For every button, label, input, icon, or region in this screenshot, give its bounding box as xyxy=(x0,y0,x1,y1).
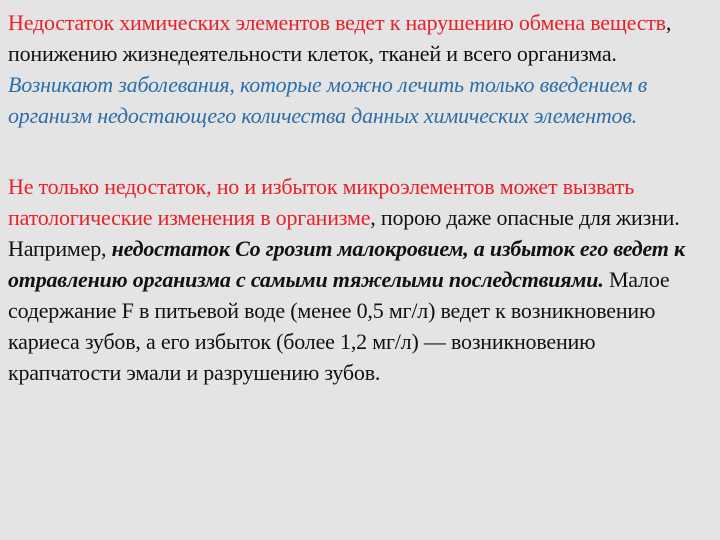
paragraph1-red-text: Недостаток химических элементов ведет к нарушению обмена веществ xyxy=(8,10,666,35)
paragraph2-red-text: Не только недостаток, но и избыток микроэлементов может вызвать патологические изменения в организме xyxy=(8,174,635,230)
paragraph2-bold-italic-text: недостаток Co грозит малокровием, а избыток его ведет к отравлению организма с самыми тяжелыми последствиями. xyxy=(8,236,685,292)
paragraph2-plain-text-1: , порою даже опасные для жизни. Например, xyxy=(8,205,680,261)
paragraph2-plain-text-2: Малое содержание F в питьевой воде (менее 0,5 мг/л) ведет к возникновению кариеса зубов, а его избыток (более 1,2 мг/л) — возникновению крапчатости эмали и разрушению зубов. xyxy=(8,267,670,385)
paragraph-excess xyxy=(8,171,712,388)
paragraph1-italic-text: Возникают заболевания, которые можно лечить только введением в организм недостающего количества данных химических элементов. xyxy=(8,72,648,128)
paragraph1-plain-text: , понижению жизнедеятельности клеток, тканей и всего организма. xyxy=(8,10,672,66)
paragraph-deficiency xyxy=(8,7,712,131)
